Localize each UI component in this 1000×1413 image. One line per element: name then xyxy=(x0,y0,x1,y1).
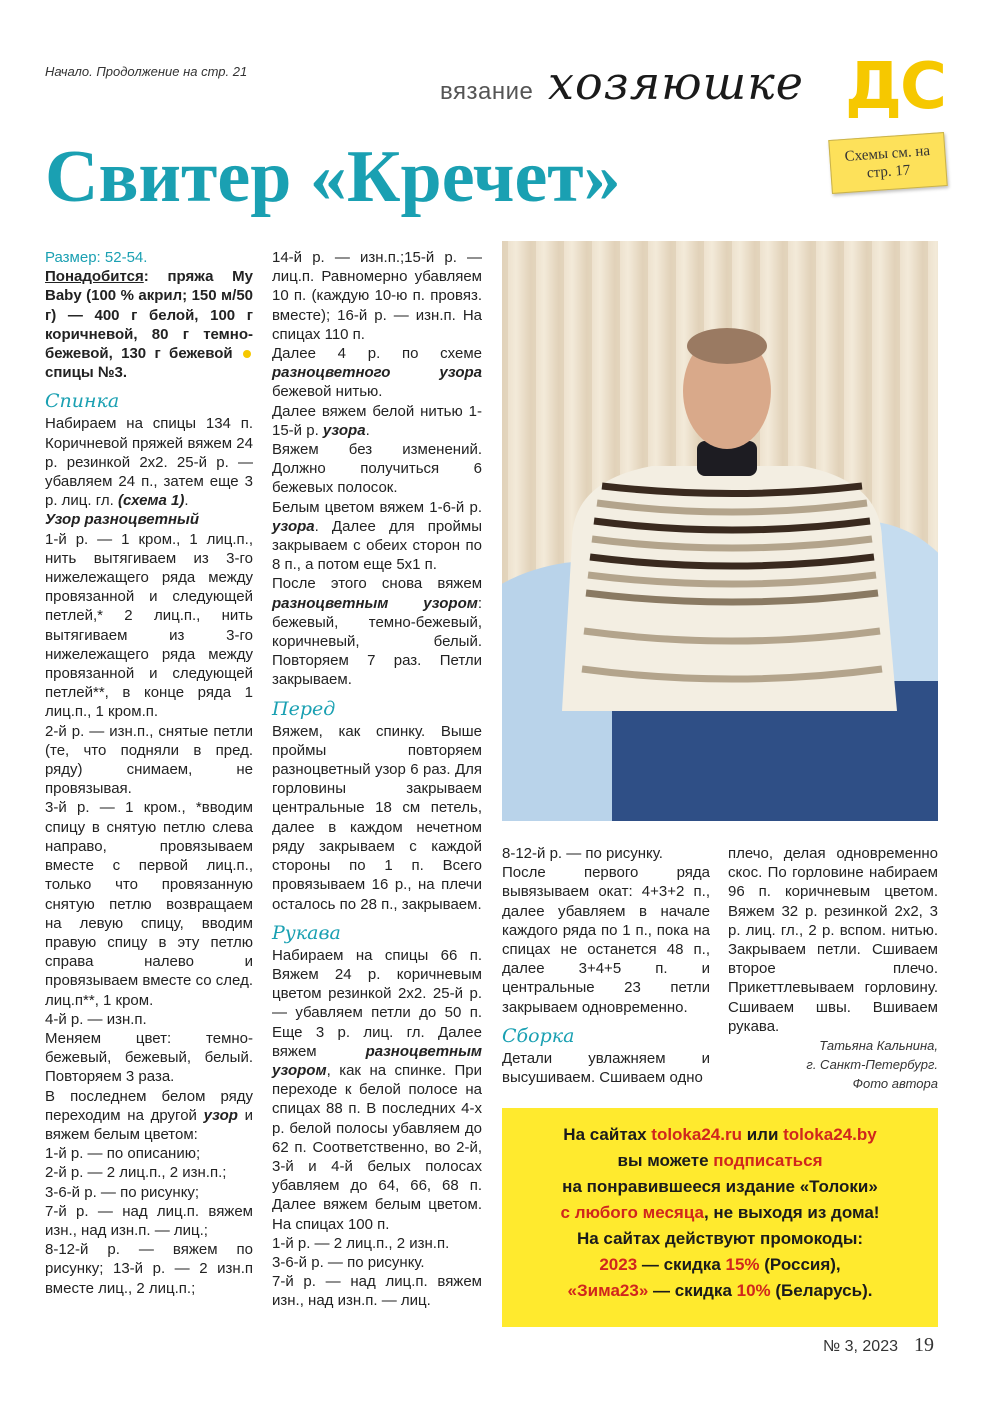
pattern-label: Узор разноцветный xyxy=(45,511,200,529)
paragraph: 7-й р. — над лиц.п. вяжем изн., над изн.п. — лиц. xyxy=(272,1273,482,1310)
paragraph: Вяжем, как спинку. Выше проймы повторяем разноцветный узор 6 раз. Для горловины закрываем центральные 18 см петель, далее в каждом нечетном ряду закрываем с каждой стороны по 1 п. Всего провязываем 16 р., на плечи осталось по 28 п., закрываем. xyxy=(272,722,482,913)
text: , не выходя из дома! xyxy=(703,1203,880,1222)
text: Набираем на спицы 66 п. Вяжем 24 р. коричневым цветом резинкой 2х2. 25-й р. — убавляем петли до 50 п. Еще 3 р. лиц. гл. Далее вяжем xyxy=(272,946,482,1060)
bullet-dot-icon xyxy=(243,350,251,358)
site-link-by[interactable]: toloka24.by xyxy=(783,1125,877,1144)
paragraph xyxy=(45,1087,253,1145)
text: Далее 4 р. по схеме xyxy=(272,345,482,363)
promo-code: «Зима23» xyxy=(567,1281,649,1300)
promo-line-6 xyxy=(502,1252,938,1278)
text: (Россия), xyxy=(759,1255,841,1274)
promo-line-7 xyxy=(502,1278,938,1304)
text: Далее вяжем белой нитью 1-15-й р. xyxy=(272,402,482,439)
needles-text: спицы №3. xyxy=(45,364,128,382)
heading-assembly: Сборка xyxy=(502,1024,575,1047)
discount: 10% xyxy=(736,1281,771,1300)
paragraph: 7-й р. — над лиц.п. вяжем изн., над изн.п. — лиц.; xyxy=(45,1202,253,1239)
text: После этого снова вяжем xyxy=(272,575,482,593)
text: — скидка xyxy=(637,1255,726,1274)
text: (Беларусь). xyxy=(770,1281,873,1300)
paragraph: 1-й р. — 1 кром., 1 лиц.п., нить вытягиваем из 3-го нижележащего ряда между провязанной и следующей петлей,* 2 лиц.п., нить вытягиваем из 3-го нижележащего ряда между провязанной и следующей петлей**, в конце ряда 1 лиц.п., 1 кром.п. xyxy=(45,530,253,721)
text: : бежевый, темно-бежевый, коричневый, белый. Повторяем 7 раз. Петли закрываем. xyxy=(272,594,482,689)
photo-credit: Фото автора xyxy=(852,1076,938,1091)
text-column-1 xyxy=(45,248,253,1298)
paragraph: 3-й р. — 1 кром., *вводим спицу в снятую петлю слева направо, провязываем вместе с первой лиц.п., только что провязанную снятую петлю возвращаем на левую спицу, вводим правую спицу в эту петлю справа налево и провязываем вместе со след. лиц.п**, 1 кром. xyxy=(45,799,253,1009)
promo-line-1 xyxy=(502,1122,938,1148)
paragraph: 4-й р. — изн.п. xyxy=(45,1010,147,1028)
schema-note-sticker: Схемы см. на стр. 17 xyxy=(828,132,947,194)
paragraph xyxy=(272,498,482,575)
text: . xyxy=(184,492,189,510)
paragraph: 1-й р. — 2 лиц.п., 2 изн.п. xyxy=(272,1234,450,1252)
emphasis: узора xyxy=(322,421,366,439)
text: и вяжем белым цветом: xyxy=(45,1106,253,1143)
paragraph: 2-й р. — 2 лиц.п., 2 изн.п.; xyxy=(45,1164,227,1182)
paragraph: Меняем цвет: темно-бежевый, бежевый, белый. Повторяем 3 раза. xyxy=(45,1029,253,1086)
paragraph: Вяжем без изменений. Должно получиться 6 бежевых полосок. xyxy=(272,441,482,497)
materials-block xyxy=(45,267,253,382)
text-column-3 xyxy=(502,844,710,1087)
promo-line-2 xyxy=(502,1148,938,1174)
site-link-ru[interactable]: toloka24.ru xyxy=(651,1125,742,1144)
emphasis: разноцветного узора xyxy=(272,364,482,382)
text: вы можете xyxy=(617,1151,714,1170)
article-title: Свитер «Кречет» xyxy=(45,136,621,218)
paragraph: 2-й р. — изн.п., снятые петли (те, что подняли в пред. ряду) снимаем, не провязывая. xyxy=(45,722,253,798)
promo-code: 2023 xyxy=(599,1255,638,1274)
text-column-4 xyxy=(728,844,938,1036)
paragraph: После первого ряда вывязываем окат: 4+3+2 п., далее убавляем в начале каждого ряда по 1 п., пока на спицах не останется 48 п., далее 3+4+5 п. и центральные 23 петли закрываем одновременно. xyxy=(502,864,710,1016)
paragraph: 3-6-й р. — по рисунку. xyxy=(272,1253,425,1271)
emphasis: узор xyxy=(203,1106,238,1124)
text: В последнем белом ряду переходим на другой xyxy=(45,1087,253,1124)
scheme-ref: (схема 1) xyxy=(117,492,185,510)
promo-line-4 xyxy=(502,1200,938,1226)
section-label: вязание xyxy=(440,78,534,105)
promo-line-3: на понравившееся издание «Толоки» xyxy=(562,1177,878,1196)
emphasis: подписаться xyxy=(713,1151,823,1170)
page-number: 19 xyxy=(914,1334,934,1356)
paragraph: 8-12-й р. — по рисунку. xyxy=(502,845,663,862)
paragraph: плечо, делая одновременно скос. По горловине набираем 96 п. коричневым цветом. Вяжем 32 р. резинкой 2х2, 3 р. лиц. гл., 2 р. вспом. нитью. Закрываем петли. Сшиваем второе плечо. Прикеттлевываем горловину. Сшиваем швы. Вшиваем рукава. xyxy=(728,845,938,1035)
text: или xyxy=(741,1125,784,1144)
text: . Далее для проймы закрываем с обеих сторон по 8 п., а потом еще 5х1 п. xyxy=(272,517,482,574)
paragraph xyxy=(272,402,482,440)
emphasis: с любого месяца xyxy=(560,1203,704,1222)
continuation-note: Начало. Продолжение на стр. 21 xyxy=(45,64,248,79)
emphasis: узора xyxy=(272,517,315,535)
text: — скидка xyxy=(648,1281,737,1300)
heading-sleeves: Рукава xyxy=(272,921,341,944)
text: бежевой нитью. xyxy=(272,383,383,401)
heading-back: Спинка xyxy=(45,390,120,413)
paragraph: 3-6-й р. — по рисунку; xyxy=(45,1183,200,1201)
paragraph xyxy=(272,946,482,1234)
paragraph: 1-й р. — по описанию; xyxy=(45,1145,201,1163)
paragraph: Детали увлажняем и высушиваем. Сшиваем одно xyxy=(502,1049,710,1087)
heading-front: Перед xyxy=(272,697,336,720)
issue-number: № 3, 2023 xyxy=(823,1338,898,1355)
author-name: Татьяна Кальнина, xyxy=(819,1038,938,1053)
brand-logo: ДС xyxy=(845,50,945,124)
text: Набираем на спицы 134 п. Коричневой пряжей вяжем 24 р. резинкой 2х2. 25-й р. — убавляем 24 п., затем еще 3 р. лиц. гл. xyxy=(45,415,253,510)
sweater-photo xyxy=(502,241,938,821)
text-column-2 xyxy=(272,248,482,1311)
subscription-promo xyxy=(502,1108,938,1327)
photo-illustration xyxy=(502,241,938,821)
text: Белым цветом вяжем 1-6-й р. xyxy=(272,498,482,516)
paragraph xyxy=(45,414,253,510)
author-city: г. Санкт-Петербург. xyxy=(806,1057,938,1072)
paragraph xyxy=(272,344,482,402)
size-line: Размер: 52-54. xyxy=(45,249,148,266)
emphasis: разноцветным узором xyxy=(272,1042,482,1079)
text: . xyxy=(365,421,370,439)
discount: 15% xyxy=(725,1255,760,1274)
paragraph xyxy=(272,574,482,689)
brand-name: хозяюшке xyxy=(548,56,804,110)
paragraph: 14-й р. — изн.п.;15-й р. — лиц.п. Равномерно убавляем 10 п. (каждую 10-ю п. провяз. вместе); 16-й р. — изн.п. На спицах 110 п. xyxy=(272,249,482,343)
emphasis: разноцветным узором xyxy=(272,594,478,612)
author-credit xyxy=(760,1036,938,1093)
text: На сайтах xyxy=(563,1125,652,1144)
materials-label: Понадобится xyxy=(45,268,144,286)
promo-line-5: На сайтах действуют промокоды: xyxy=(576,1229,864,1248)
paragraph: 8-12-й р. — вяжем по рисунку; 13-й р. — 2 изн.п вместе лиц., 2 лиц.п.; xyxy=(45,1241,253,1297)
materials-text: : пряжа My Baby (100 % акрил; 150 м/50 г) — 400 г белой, 100 г коричневой, 80 г темно-бежевой, 130 г бежевой xyxy=(45,268,253,363)
text: , как на спинке. При переходе к белой полосе на спицах 88 п. В последних 4-х р. белой полосы убавляем до 62 п. Соответственно, во 2-й, 3-й и 4-й белых полосах убавляем до 64, 66, 68 п. Далее вяжем белым цветом. На спицах 100 п. xyxy=(272,1061,482,1233)
